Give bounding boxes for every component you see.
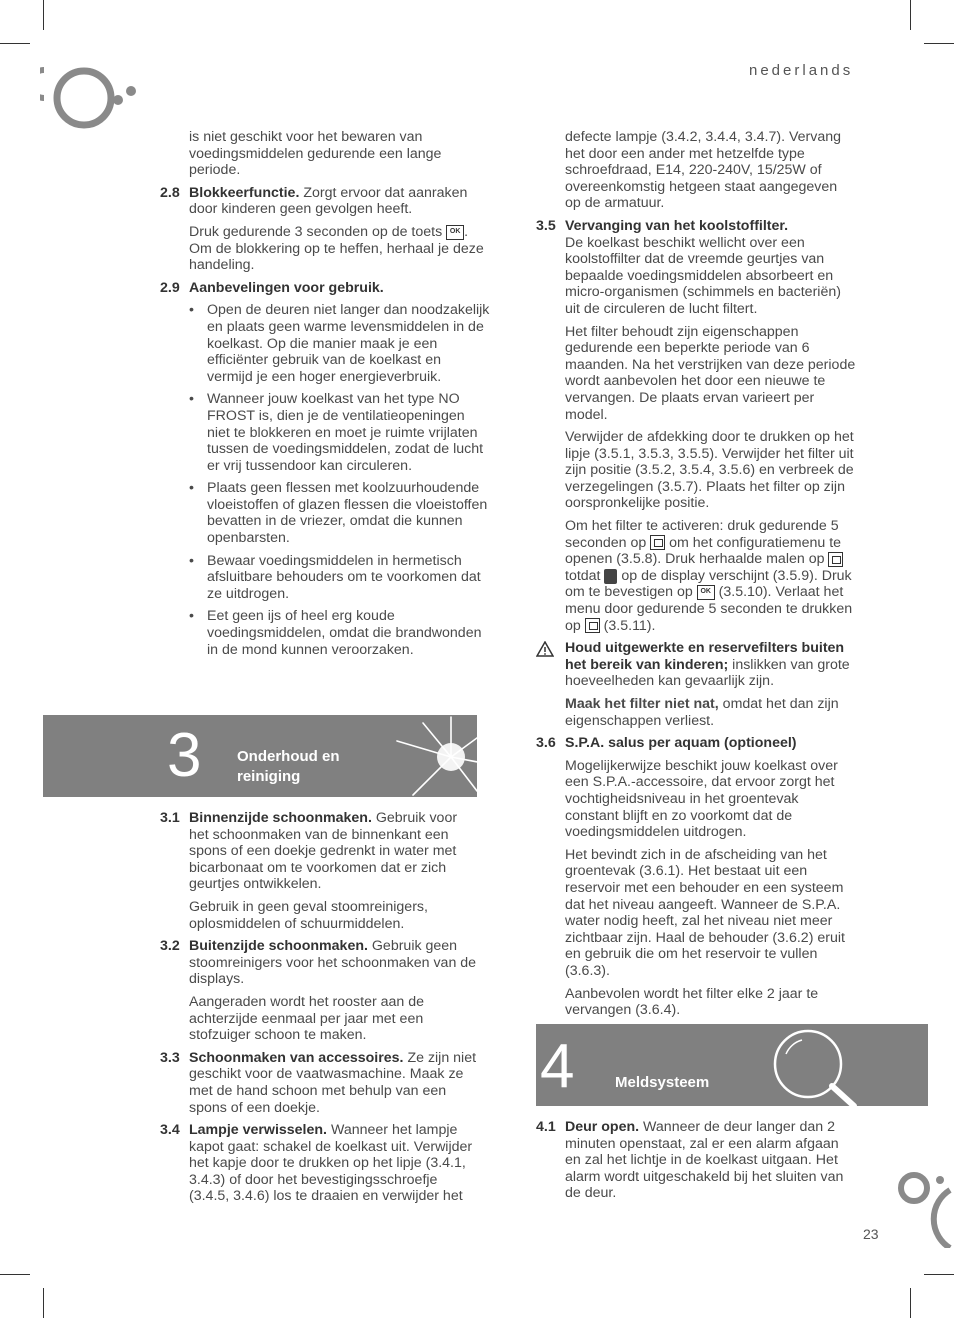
paragraph: Het filter behoudt zijn eigenschappen gedurende een beperkte periode van 6 maanden. Na het verstrijken van deze periode wordt aanbevolen het door een nieuwe te vervangen. De plaats ervan varieert per model. [565,323,856,423]
section-title: Lampje verwisselen. [189,1122,328,1139]
right-column [536,129,856,1025]
section-title: Schoonmaken van accessoires. [189,1049,404,1066]
text: op de display verschijnt (3.5.9). Druk om te bevestigen op [565,567,852,601]
paragraph: Aangeraden wordt het rooster aan de achterzijde eenmaal per jaar met een stofzuiger schoon te maken. [189,993,425,1044]
brand-logo-icon [898,1168,954,1248]
section-text: Wanneer het lampje kapot gaat: schakel de koelkast uit. Verwijder het kapje door te drukken op het lipje (3.4.1, 3.4.3) of door het bevestigingsschroefje (3.4.5, 3.4.6) los te draaien en verwijder het [189,1122,473,1205]
crop-mark [924,1274,954,1275]
section-4-1 [536,1119,856,1202]
paragraph: Het bevindt zich in de afscheiding van het groentevak (3.6.1). Het bestaat uit een reservoir met een behouder en een systeem dat het niveau aangeeft. Wanneer de S.P.A. water nodig heeft, zal het niveau niet meer zichtbaar zijn. Haal de behouder (3.6.2) eruit en gebruik die om het reservoir te vullen (3.6.3). [565,846,845,979]
list-item: • Bewaar voedingsmiddelen in hermetisch afsluitbare behouders om te voorkomen dat ze uitdrogen. [207,553,490,603]
text: (3.5.10). Verlaat het menu door gedurende 5 seconden te drukken op [565,584,853,634]
section-number: 2.9 [160,279,180,296]
ok-key-icon: OK [446,225,464,240]
list-item: • Wanneer jouw koelkast van het type NO FROST is, dien je de ventilatieopeningen niet te blokkeren en moet je ruimte vrijlaten tussen de voedingsmiddelen, zodat de lucht er vrij tussendoor kan circuleren. [207,391,490,474]
section-3-6 [536,735,856,752]
section-text: Zorgt ervoor dat aanraken door kinderen geen gevolgen heeft. [189,184,468,218]
crop-mark [910,1288,911,1318]
config-button-icon [585,618,600,633]
chapter-number: 3 [167,721,202,790]
section-3-4 [160,1122,480,1205]
section-2-9 [160,280,490,297]
page-number: 23 [863,1226,879,1242]
paragraph: Aanbevolen wordt het filter elke 2 jaar te vervangen (3.6.4). [565,985,819,1019]
activate-filter-instruction [536,518,856,634]
lock-instruction [160,224,490,274]
section-title: S.P.A. salus per aquam (optioneel) [565,735,797,752]
text: totdat [565,567,605,584]
text: om het configuratiemenu te openen (3.5.8). Druk herhaalde malen op [565,534,842,568]
text: . Om de blokkering op te heffen, herhaal je deze handeling. [189,223,484,274]
chapter-title: Meldsysteem [615,1074,710,1091]
section-title: Deur open. [565,1119,640,1135]
chapter-title: Onderhoud en reiniging [237,748,340,785]
continuation-text: defecte lampje (3.4.2, 3.4.4, 3.4.7). Vervang het door een ander met hetzelfde type schroefdraad, E14, 220-240V, 15/25W of overeenkomstig hetgeen staat aangegeven op de armatuur. [565,129,842,212]
text: Druk gedurende 3 seconden op de toets [189,223,447,240]
list-item: • Eet geen ijs of heel erg koude voedingsmiddelen, omdat die brandwonden in de mond kunnen veroorzaken. [207,608,490,658]
crop-mark [910,0,911,30]
text: omdat het dan zijn eigenschappen verliest. [565,696,839,729]
paragraph: Verwijder de afdekking door te drukken op het lipje (3.5.1, 3.5.3, 3.5.5). Verwijder het filter uit zijn positie (3.5.2, 3.5.4, 3.5.6) en verbreek de verzegelingen (3.5.7). Plaats het filter op zijn oorspronkelijke positie. [565,429,854,512]
section-3-2 [160,938,480,988]
section-3-3 [160,1050,480,1116]
text: (3.5.11). [599,617,656,634]
warning-icon [536,641,554,657]
magnifier-icon [768,1024,928,1106]
section-text: Wanneer de deur langer dan 2 minuten openstaat, zal er een alarm afgaan en zal het lichtje in de koelkast uitgaan. Het alarm wordt uitgeschakeld bij het sluiten van de deur. [565,1119,844,1202]
section-title: Blokkeerfunctie. [189,184,300,201]
crop-mark [43,0,44,30]
right-column-bottom [536,1119,856,1208]
section-title: Buitenzijde schoonmaken. [189,938,368,955]
section-text: Gebruik geen stoomreinigers voor het schoonmaken van de displays. [189,938,477,988]
section-3-5 [536,218,856,318]
paragraph: Mogelijkerwijze beschikt jouw koelkast over een S.P.A.-accessoire, dat ervoor zorgt het vochtigheidsniveau in het groentevak constant blijft en zo voorkomt dat de voedingsmiddelen uitdrogen. [565,757,838,841]
section-number: 4.1 [536,1119,556,1135]
crop-mark [924,43,954,44]
left-column-bottom [160,810,480,1211]
warning-text: inslikken van grote hoeveelheden kan gevaarlijk zijn. [565,656,850,690]
recommendations-list [160,302,490,658]
intro-text: is niet geschikt voor het bewaren van voedingsmiddelen gedurende een lange periode. [189,129,442,179]
chapter-3-banner [43,715,477,797]
section-number: 3.6 [536,735,556,752]
paragraph: Gebruik in geen geval stoomreinigers, oplosmiddelen of schuurmiddelen. [189,898,428,932]
config-button-icon [650,535,665,550]
section-3-1 [160,810,480,893]
section-number: 3.3 [160,1049,180,1066]
filter-display-icon [604,569,617,584]
section-number: 3.5 [536,217,556,234]
text-bold: Maak het filter niet nat, [565,696,719,712]
left-column-top [160,129,490,664]
chapter-number: 4 [540,1032,575,1101]
section-number: 3.2 [160,938,180,955]
section-title: Aanbevelingen voor gebruik. [189,279,384,296]
warning-note [536,640,856,690]
language-label: nederlands [749,62,854,79]
crop-mark [43,1288,44,1318]
warning-bold: Houd uitgewerkte en reservefilters buiten het bereik van kinderen; [565,640,845,673]
paragraph: De koelkast beschikt wellicht over een koolstoffilter dat de vreemde geurtjes van bepaalde voedingsmiddelen absorbeert en micro-organismen (schimmels en bacteriën) uit de circuleren de lucht filtert. [565,234,841,317]
crop-mark [0,43,30,44]
sparkle-icon [393,715,477,797]
paragraph [536,696,856,729]
section-title: Binnenzijde schoonmaken. [189,810,372,826]
ok-key-icon: OK [697,585,715,600]
brand-logo-icon [40,62,140,138]
section-text: Gebruik voor het schoonmaken van de binnenkant een spons of een doekje gedrenkt in water met bicarbonaat om te voorkomen dat er zich geurtjes ontwikkelen. [189,810,458,893]
section-text: Ze zijn niet geschikt voor de vaatwasmachine. Maak ze met de hand schoon met behulp van een spons of een doekje. [189,1049,477,1116]
section-2-8 [160,185,490,218]
config-button-icon [828,552,843,567]
section-title: Vervanging van het koolstoffilter. [565,217,789,234]
chapter-4-banner [536,1024,928,1106]
section-number: 2.8 [160,184,180,201]
section-number: 3.4 [160,1122,180,1139]
text: Om het filter te activeren: druk gedurende 5 seconden op [565,518,839,551]
crop-mark [0,1274,30,1275]
list-item: • Plaats geen flessen met koolzuurhoudende vloeistoffen of glazen flessen die vloeistoffen bevatten in de vriezer, omdat die kunnen openbarsten. [207,480,490,546]
list-item: • Open de deuren niet langer dan noodzakelijk en plaats geen warme levensmiddelen in de koelkast. Op die manier maak je een efficiënter gebruik van de koelkast en vermijd je een hoger energieverbruik. [207,302,490,385]
section-number: 3.1 [160,810,180,826]
